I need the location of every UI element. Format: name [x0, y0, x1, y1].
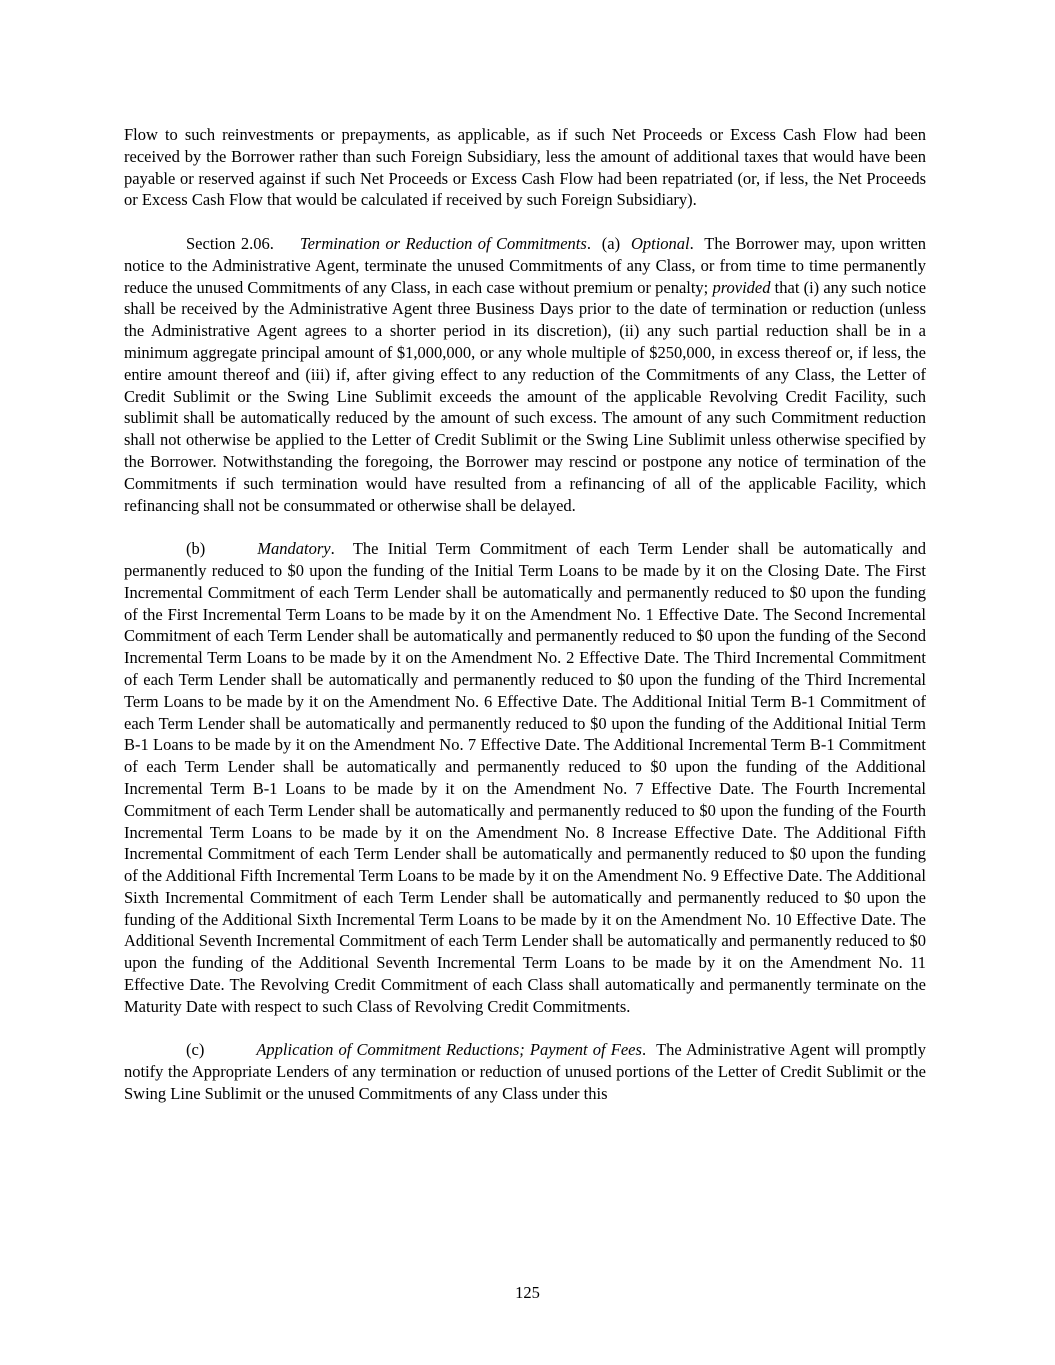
- subsection-label: (b): [186, 539, 206, 559]
- paragraph-continuation: [124, 124, 926, 211]
- subsection-title: Optional: [630, 233, 690, 253]
- paragraph-text: The Administrative Agent will promptly notify the Appropriate Lenders of any termination or reduction of unused portions of the Letter of Credit Sublimit or the Swing Line Sublimit or the unused Commitments of any Class under this: [124, 1040, 927, 1104]
- subsection-label: (a): [601, 233, 621, 253]
- subsection-label: (c): [186, 1040, 205, 1060]
- paragraph-mandatory: (b) Mandatory. The Initial Term Commitment of each Term Lender shall be automatically and permanently reduced to $0 upon the funding of the Initial Term Loans to be made by it on the Closing Date. The First Incremental Commitment of each Term Lender shall be automatically and permanently reduced to $0 upon the funding of the First Incremental Term Loans to be made by it on the Amendment No. 1 Effective Date. The Second Incremental Commitment of each Term Lender shall be automatically and permanently reduced to $0 upon the funding of the Second Incremental Term Loans to be made by it on the Amendment No. 2 Effective Date. The Third Incremental Commitment of each Term Lender shall be automatically and permanently reduced to $0 upon the funding of the Third Incremental Term Loans to be made by it on the Amendment No. 6 Effective Date. The Additional Initial Term B-1 Commitment of each Term Lender shall be automatically and permanently reduced to $0 upon the funding of the Additional Initial Term B-1 Loans to be made by it on the Amendment No. 7 Effective Date. The Additional Incremental Term B-1 Commitment of each Term Lender shall be automatically and permanently reduced to $0 upon the funding of the Additional Incremental Term B-1 Loans to be made by it on the Amendment No. 7 Effective Date. The Fourth Incremental Commitment of each Term Lender shall be automatically and permanently reduced to $0 upon the funding of the Fourth Incremental Term Loans to be made by it on the Amendment No. 8 Increase Effective Date. The Additional Fifth Incremental Commitment of each Term Lender shall be automatically and permanently reduced to $0 upon the funding of the Additional Fifth Incremental Term Loans to be made by it on the Amendment No. 9 Effective Date. The Additional Sixth Incremental Commitment of each Term Lender shall be automatically and permanently reduced to $0 upon the funding of the Additional Sixth Incremental Term Loans to be made by it on the Amendment No. 10 Effective Date. The Additional Seventh Incremental Commitment of each Term Lender shall be automatically and permanently reduced to $0 upon the funding of the Additional Seventh Incremental Term Loans to be made by it on the Amendment No. 11 Effective Date. The Revolving Credit Commitment of each Class shall automatically and permanently terminate on the Maturity Date with respect to such Class of Revolving Credit Commitments.: [124, 539, 926, 1016]
- section-title: Termination or Reduction of Commitments: [299, 233, 587, 253]
- paragraph-text: that (i) any such notice shall be received by the Administrative Agent three Business Days prior to the date of termination or reduction (unless the Administrative Agent agrees to a shorter period in its discretion), (ii) any such partial reduction shall be in a minimum aggregate principal amount of $1,000,000, or any whole multiple of $250,000, in excess thereof or, if less, the entire amount thereof and (iii) if, after giving effect to any reduction of the Commitments of any Class, the Letter of Credit Sublimit or the Swing Line Sublimit exceeds the amount of the applicable Revolving Credit Facility, such sublimit shall be automatically reduced by the amount of such excess. The amount of any such Commitment reduction shall not otherwise be applied to the Letter of Credit Sublimit or the Swing Line Sublimit unless otherwise specified by the Borrower. Notwithstanding the foregoing, the Borrower may rescind or postpone any notice of termination of the Commitments if such termination would have resulted from a refinancing of all of the applicable Facility, which refinancing shall not be consummated or otherwise shall be delayed.: [124, 277, 927, 515]
- document-body: [124, 124, 926, 1127]
- section-number: Section 2.06.: [186, 233, 274, 253]
- paragraph-text: The Initial Term Commitment of each Term Lender shall be automatically and permanently reduced to $0 upon the funding of the Initial Term Loans to be made by it on the Closing Date. The First Incremental Commitment of each Term Lender shall be automatically and permanently reduced to $0 upon the funding of the First Incremental Term Loans to be made by it on the Amendment No. 1 Effective Date. The Second Incremental Commitment of each Term Lender shall be automatically and permanently reduced to $0 upon the funding of the Second Incremental Term Loans to be made by it on the Amendment No. 2 Effective Date. The Third Incremental Commitment of each Term Lender shall be automatically and permanently reduced to $0 upon the funding of the Third Incremental Term Loans to be made by it on the Amendment No. 6 Effective Date. The Additional Initial Term B-1 Commitment of each Term Lender shall be automatically and permanently reduced to $0 upon the funding of the Additional Initial Term B-1 Loans to be made by it on the Amendment No. 7 Effective Date. The Additional Incremental Term B-1 Commitment of each Term Lender shall be automatically and permanently reduced to $0 upon the funding of the Additional Incremental Term B-1 Loans to be made by it on the Amendment No. 7 Effective Date. The Fourth Incremental Commitment of each Term Lender shall be automatically and permanently reduced to $0 upon the funding of the Fourth Incremental Term Loans to be made by it on the Amendment No. 8 Increase Effective Date. The Additional Fifth Incremental Commitment of each Term Lender shall be automatically and permanently reduced to $0 upon the funding of the Additional Fifth Incremental Term Loans to be made by it on the Amendment No. 9 Effective Date. The Additional Sixth Incremental Commitment of each Term Lender shall be automatically and permanently reduced to $0 upon the funding of the Additional Sixth Incremental Term Loans to be made by it on the Amendment No. 10 Effective Date. The Additional Seventh Incremental Commitment of each Term Lender shall be automatically and permanently reduced to $0 upon the funding of the Additional Seventh Incremental Term Loans to be made by it on the Amendment No. 11 Effective Date. The Revolving Credit Commitment of each Class shall automatically and permanently terminate on the Maturity Date with respect to such Class of Revolving Credit Commitments.: [124, 539, 926, 1016]
- subsection-title: Application of Commitment Reductions; Payment of Fees: [256, 1040, 642, 1060]
- provided-term: provided: [712, 277, 771, 297]
- paragraph-section-2-06-a: Section 2.06. Termination or Reduction of Commitments. (a) Optional. The Borrower may, upon written notice to the Administrative Agent, terminate the unused Commitments of any Class, or from time to time permanently reduce the unused Commitments of any Class, in each case without premium or penalty; provided that (i) any such notice shall be received by the Administrative Agent three Business Days prior to the date of termination or reduction (unless the Administrative Agent agrees to a shorter period in its discretion), (ii) any such partial reduction shall be in a minimum aggregate principal amount of $1,000,000, or any whole multiple of $250,000, in excess thereof or, if less, the entire amount thereof and (iii) if, after giving effect to any reduction of the Commitments of any Class, the Letter of Credit Sublimit or the Swing Line Sublimit exceeds the amount of the applicable Revolving Credit Facility, such sublimit shall be automatically reduced by the amount of such excess. The amount of any such Commitment reduction shall not otherwise be applied to the Letter of Credit Sublimit or the Swing Line Sublimit unless otherwise specified by the Borrower. Notwithstanding the foregoing, the Borrower may rescind or postpone any notice of termination of the Commitments if such termination would have resulted from a refinancing of all of the applicable Facility, which refinancing shall not be consummated or otherwise shall be delayed.: [124, 233, 927, 515]
- paragraph-text: The Borrower may, upon written notice to the Administrative Agent, terminate the unused Commitments of any Class, or from time to time permanently reduce the unused Commitments of any Class, in each case without premium or penalty;: [124, 233, 927, 297]
- paragraph-application-of-reductions: (c) Application of Commitment Reductions; Payment of Fees. The Administrative Agent will promptly notify the Appropriate Lenders of any termination or reduction of unused portions of the Letter of Credit Sublimit or the Swing Line Sublimit or the unused Commitments of any Class under this: [124, 1040, 927, 1104]
- page-number: 125: [515, 1283, 540, 1302]
- subsection-title: Mandatory: [257, 539, 331, 559]
- paragraph-text: Flow to such reinvestments or prepayments, as applicable, as if such Net Proceeds or Excess Cash Flow had been received by the Borrower rather than such Foreign Subsidiary, less the amount of additional taxes that would have been payable or reserved against if such Net Proceeds or Excess Cash Flow had been repatriated (or, if less, the Net Proceeds or Excess Cash Flow that would be calculated if received by such Foreign Subsidiary).: [124, 125, 926, 210]
